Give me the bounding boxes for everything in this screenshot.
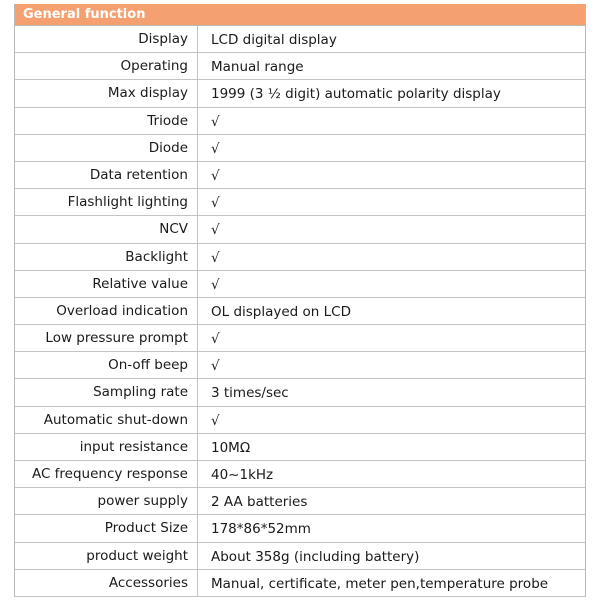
spec-value: Manual, certificate, meter pen,temperature probe xyxy=(211,575,549,592)
spec-row-product-size xyxy=(15,515,585,542)
spec-label: input resistance xyxy=(15,434,198,460)
spec-value: OL displayed on LCD xyxy=(211,303,351,320)
spec-label: Operating xyxy=(15,53,198,79)
spec-label: Data retention xyxy=(15,162,198,188)
spec-value: 40~1kHz xyxy=(211,467,274,483)
spec-label: Sampling rate xyxy=(15,379,198,405)
spec-value: √ xyxy=(211,167,220,184)
spec-label: Backlight xyxy=(15,244,198,270)
spec-row-on-off-beep xyxy=(15,352,585,379)
spec-table xyxy=(14,4,586,597)
spec-label: Product Size xyxy=(15,515,198,541)
spec-label: Overload indication xyxy=(15,298,198,324)
spec-row-diode xyxy=(15,135,585,162)
spec-value: 2 AA batteries xyxy=(211,494,308,511)
spec-label: Low pressure prompt xyxy=(15,325,198,351)
spec-row-display xyxy=(15,26,585,53)
spec-value: LCD digital display xyxy=(211,32,337,48)
spec-label: Automatic shut-down xyxy=(15,407,198,433)
spec-row-auto-shutdown xyxy=(15,407,585,434)
spec-row-input-resistance xyxy=(15,434,585,461)
spec-label: On-off beep xyxy=(15,352,198,378)
spec-row-low-pressure xyxy=(15,325,585,352)
spec-label: NCV xyxy=(15,216,198,242)
spec-row-ac-frequency xyxy=(15,461,585,488)
spec-row-max-display xyxy=(15,80,585,107)
spec-row-data-retention xyxy=(15,162,585,189)
spec-label: Relative value xyxy=(15,271,198,297)
spec-value: √ xyxy=(211,195,220,212)
spec-value: √ xyxy=(211,276,220,293)
spec-value: √ xyxy=(211,331,220,348)
spec-row-sampling-rate xyxy=(15,379,585,406)
spec-row-flashlight xyxy=(15,189,585,216)
spec-row-backlight xyxy=(15,244,585,271)
spec-row-relative-value xyxy=(15,271,585,298)
spec-value: √ xyxy=(211,222,220,239)
spec-value: √ xyxy=(211,113,220,130)
spec-label: product weight xyxy=(15,543,198,569)
spec-row-ncv xyxy=(15,216,585,243)
spec-row-triode xyxy=(15,108,585,135)
spec-value: 10MΩ xyxy=(211,439,251,456)
spec-label: Flashlight lighting xyxy=(15,189,198,215)
spec-label: Triode xyxy=(15,108,198,134)
spec-label: power supply xyxy=(15,488,198,514)
spec-value: Manual range xyxy=(211,59,304,76)
spec-label: AC frequency response xyxy=(15,461,198,487)
spec-row-accessories xyxy=(15,570,585,597)
spec-value: √ xyxy=(211,249,220,266)
section-header: General function xyxy=(15,4,585,26)
spec-value: About 358g (including battery) xyxy=(211,548,420,565)
spec-value: 3 times/sec xyxy=(211,385,289,402)
spec-label: Max display xyxy=(15,80,198,106)
spec-value: 1999 (3 ½ digit) automatic polarity display xyxy=(211,86,501,103)
spec-value: √ xyxy=(211,358,220,375)
spec-value: 178*86*52mm xyxy=(211,521,311,538)
spec-label: Accessories xyxy=(15,570,198,596)
spec-row-operating xyxy=(15,53,585,80)
spec-row-overload xyxy=(15,298,585,325)
spec-label: Diode xyxy=(15,135,198,161)
spec-row-power-supply xyxy=(15,488,585,515)
spec-label: Display xyxy=(15,26,198,52)
spec-value: √ xyxy=(211,412,220,429)
spec-row-product-weight xyxy=(15,543,585,570)
spec-value: √ xyxy=(211,140,220,157)
